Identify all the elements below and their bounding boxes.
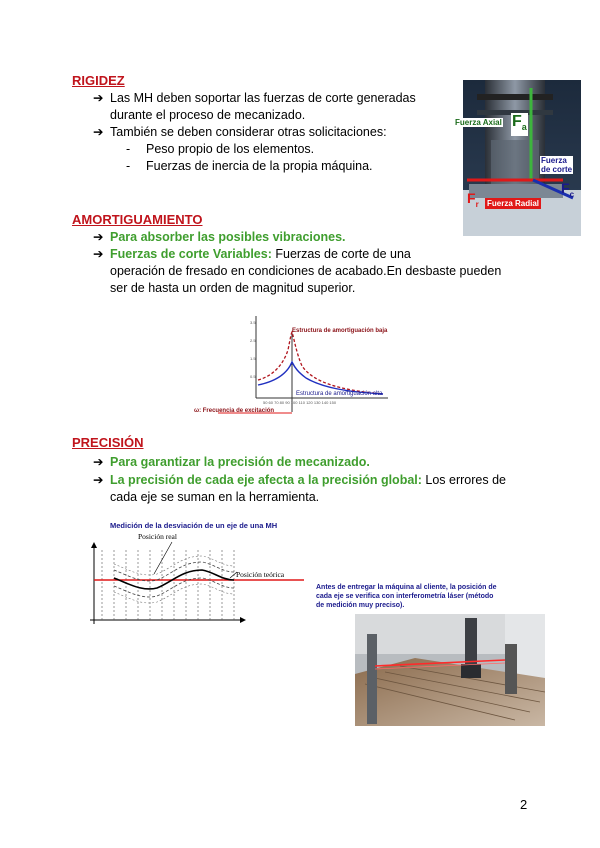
heading-rigidez: RIGIDEZ: [72, 73, 125, 88]
arrow-icon: ➔: [93, 473, 104, 487]
fr-symbol: $F_r$: [467, 190, 479, 209]
forces-photo: [455, 80, 581, 236]
laser-photo: [355, 614, 545, 726]
label-low-damping: Estructura de amortiguación baja: [292, 328, 388, 334]
rigidez-sub-2: Fuerzas de inercia de la propia máquina.: [146, 159, 373, 173]
laser-caption-line-3: de medición muy preciso).: [316, 602, 405, 609]
fa-symbol: $F_a$: [511, 113, 528, 136]
label-theoretical-position: Posición teórica: [236, 570, 285, 579]
svg-text:0.5: 0.5: [250, 374, 256, 379]
vibration-curves: [188, 310, 403, 420]
fc-symbol: $F_c$: [561, 180, 575, 199]
label-frequency: ω: Frecuencia de excitación: [194, 408, 275, 414]
arrow-icon: ➔: [93, 91, 104, 105]
rigidez-bullet-1b: durante el proceso de mecanizado.: [110, 108, 306, 122]
laser-caption-line-2: cada eje se verifica con interferometría láser (método: [316, 593, 494, 600]
rigidez-bullet-2: También se deben considerar otras solicitaciones:: [110, 125, 387, 139]
heading-amortiguamiento: AMORTIGUAMIENTO: [72, 212, 203, 227]
amort-bullet-1: Para absorber las posibles vibraciones.: [110, 230, 346, 244]
svg-text:2.5: 2.5: [250, 338, 256, 343]
deviation-title: Medición de la desviación de un eje de una MH: [110, 521, 278, 530]
rigidez-bullet-1a: Las MH deben soportar las fuerzas de corte generadas: [110, 91, 416, 105]
amort-bullet-2a: Fuerzas de corte Variables: Fuerzas de corte de una: [110, 247, 411, 261]
rigidez-sub-1: Peso propio de los elementos.: [146, 142, 315, 156]
arrow-icon: ➔: [93, 125, 104, 139]
svg-text:1.5: 1.5: [250, 356, 256, 361]
precision-bullet-2a: La precisión de cada eje afecta a la precisión global: Los errores de: [110, 473, 506, 487]
laser-caption: [316, 583, 544, 610]
precision-bullet-2b: cada eje se suman en la herramienta.: [110, 490, 320, 504]
radial-label: Fuerza Radial: [487, 199, 540, 208]
vibration-chart: [188, 310, 403, 420]
deviation-chart: [82, 520, 304, 630]
label-real-position: Posición real: [138, 532, 177, 541]
arrow-icon: ➔: [93, 247, 104, 261]
axial-label: Fuerza Axial: [455, 118, 502, 127]
amort-bullet-2c: ser de hasta un orden de magnitud superior.: [110, 281, 356, 295]
corte-label: Fuerza de corte: [541, 156, 573, 174]
label-high-damping: Estructura de amortiguación alta: [296, 391, 383, 397]
precision-bullet-1: Para garantizar la precisión de mecanizado.: [110, 455, 370, 469]
arrow-icon: ➔: [93, 230, 104, 244]
svg-text:50 60 70 80 90 100 110: 50 60 70 80 90 100 110 120 130 140 150: [263, 400, 337, 405]
arrow-icon: ➔: [93, 455, 104, 469]
laser-caption-line-1: Antes de entregar la máquina al cliente, la posición de: [316, 584, 497, 591]
dash-icon: -: [126, 159, 131, 173]
laser-interferometry-image: [355, 614, 545, 726]
heading-precision: PRECISIÓN: [72, 435, 144, 450]
page-number: 2: [520, 797, 528, 812]
amort-bullet-2b: operación de fresado en condiciones de acabado.En desbaste pueden: [110, 264, 502, 278]
dash-icon: -: [126, 142, 131, 156]
svg-text:3.5: 3.5: [250, 320, 256, 325]
